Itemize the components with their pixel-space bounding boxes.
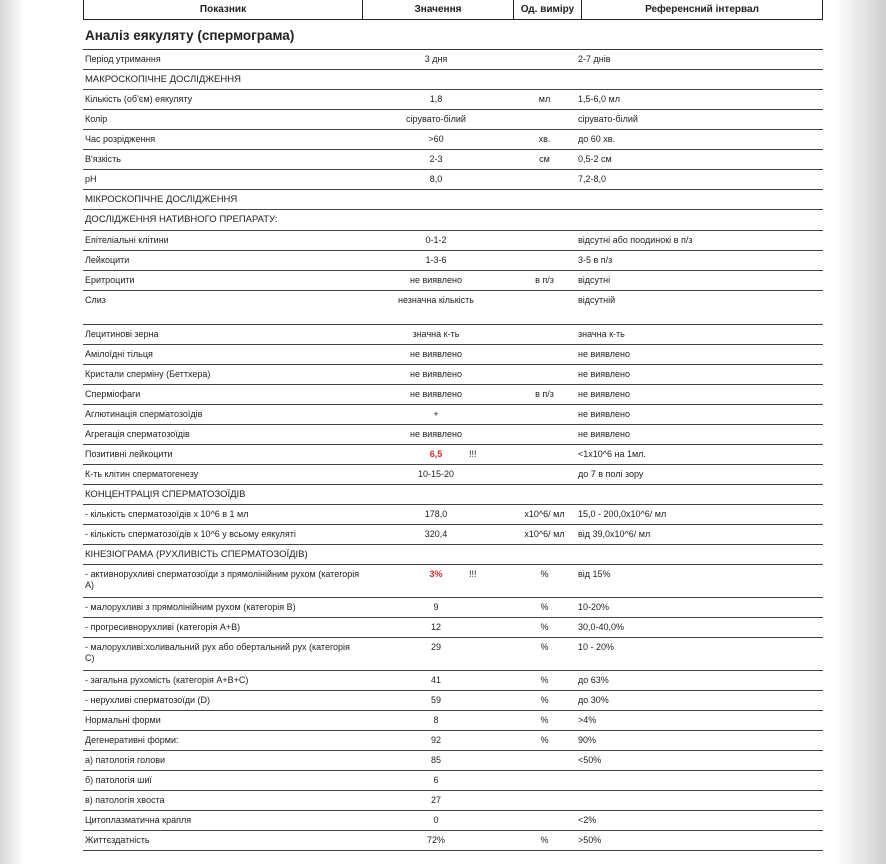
reference-cell: до 63% [578, 675, 609, 685]
result-value: 10-15-20 [417, 469, 455, 479]
page-shadow-right [834, 0, 886, 864]
table-row [83, 170, 823, 190]
result-value: не виявлено [410, 429, 462, 439]
header-value: Значення [363, 0, 514, 19]
table-row [83, 791, 823, 811]
reference-cell: відсутні [578, 275, 611, 285]
parameter-name: Еритроцити [85, 275, 135, 285]
result-value: 27 [430, 795, 441, 805]
reference-cell: 1,5-6,0 мл [578, 94, 620, 104]
header-reference: Референсний інтервал [645, 4, 759, 15]
table-row [83, 50, 823, 70]
value-cell [361, 271, 511, 286]
reference-cell: >4% [578, 715, 597, 725]
result-value: 320,4 [424, 529, 448, 539]
value-cell [361, 231, 511, 246]
result-value: 72% [426, 835, 445, 845]
unit-cell [511, 425, 578, 429]
table-row [83, 325, 823, 345]
section-row [83, 190, 823, 210]
table-row [83, 771, 823, 791]
value-cell [361, 150, 511, 165]
result-value: 3 дня [424, 54, 448, 64]
reference-cell: 0,5-2 см [578, 154, 612, 164]
reference-cell: не виявлено [578, 429, 630, 439]
reference-cell: не виявлено [578, 349, 630, 359]
parameter-name: Час розрідження [85, 134, 156, 144]
report-title: Аналіз еякуляту (спермограма) [83, 20, 823, 50]
value-cell [361, 811, 511, 826]
result-value: не виявлено [410, 389, 462, 399]
result-value: 29 [430, 642, 441, 652]
result-value: сірувато-білий [406, 114, 466, 124]
reference-cell: сірувато-білий [578, 114, 638, 124]
table-row [83, 731, 823, 751]
result-value: 8,0 [429, 174, 443, 184]
parameter-name: Колір [85, 114, 108, 124]
reference-cell: 10-20% [578, 602, 610, 612]
value-cell [361, 638, 511, 653]
value-cell [361, 771, 511, 786]
parameter-name: а) патологія голови [85, 755, 166, 765]
parameter-name: Епітеліальні клітини [85, 235, 169, 245]
value-cell [361, 130, 511, 145]
parameter-name: Нормальні форми [85, 715, 161, 725]
table-row [83, 505, 823, 525]
unit-cell: x10^6/ мл [524, 509, 565, 519]
parameter-name: в) патологія хвоста [85, 795, 165, 805]
parameter-name: - кількість сперматозоїдів х 10^6 в 1 мл [85, 509, 249, 519]
reference-cell: 10 - 20% [578, 642, 615, 652]
parameter-name: - загальна рухомість (категорія А+В+С) [85, 675, 249, 685]
parameter-name: В'язкість [85, 154, 121, 164]
unit-cell: % [540, 715, 549, 725]
section-heading: МАКРОСКОПІЧНЕ ДОСЛІДЖЕННЯ [85, 74, 241, 85]
table-row [83, 130, 823, 150]
reference-cell: від 15% [578, 569, 611, 579]
parameter-name: Кількість (об'єм) еякуляту [85, 94, 193, 104]
unit-cell [511, 170, 578, 174]
unit-cell [511, 465, 578, 469]
reference-cell: <1x10^6 на 1мл. [578, 449, 646, 459]
result-value: 12 [430, 622, 441, 632]
parameter-name: Аглютинація сперматозоїдів [85, 409, 203, 419]
unit-cell: % [540, 735, 549, 745]
result-value: не виявлено [410, 369, 462, 379]
result-value: + [433, 409, 439, 419]
value-cell [361, 170, 511, 185]
unit-cell: % [540, 835, 549, 845]
table-row [83, 90, 823, 110]
parameter-name: - малорухливі з прямолінійним рухом (категорія В) [85, 602, 296, 612]
unit-cell: хв. [538, 134, 551, 144]
value-cell [361, 505, 511, 520]
parameter-name: - кількість сперматозоїдів х 10^6 у всьому еякуляті [85, 529, 296, 539]
table-row [83, 638, 823, 671]
table-row [83, 291, 823, 325]
parameter-name: - прогресивнорухливі (категорія А+В) [85, 622, 241, 632]
parameter-name: Лейкоцити [85, 255, 130, 265]
reference-cell: відсутній [578, 295, 616, 305]
result-value: >60 [428, 134, 444, 144]
value-cell [361, 831, 511, 846]
table-row [83, 110, 823, 130]
unit-cell: % [540, 642, 549, 652]
section-heading: ДОСЛІДЖЕННЯ НАТИВНОГО ПРЕПАРАТУ: [85, 214, 278, 225]
result-value: 2-3 [429, 154, 443, 164]
unit-cell [511, 325, 578, 329]
unit-cell [511, 251, 578, 255]
value-cell [361, 671, 511, 686]
table-row [83, 445, 823, 465]
results-table [83, 50, 823, 851]
value-cell [361, 465, 511, 480]
table-row [83, 831, 823, 851]
lab-report [83, 0, 823, 851]
parameter-name: Період утримання [85, 54, 161, 64]
section-row [83, 545, 823, 565]
table-row [83, 345, 823, 365]
parameter-name: Амілоїдні тільця [85, 349, 153, 359]
reference-cell: не виявлено [578, 409, 630, 419]
reference-cell: 3-5 в п/з [578, 255, 613, 265]
value-cell [361, 50, 511, 65]
page-shadow-left [0, 0, 24, 864]
reference-cell [578, 771, 823, 775]
unit-cell: в п/з [535, 389, 554, 399]
result-value: значна к-ть [412, 329, 460, 339]
abnormal-flag: !!! [469, 449, 477, 459]
table-row [83, 691, 823, 711]
result-value: 178,0 [424, 509, 448, 519]
reference-cell: не виявлено [578, 389, 630, 399]
value-cell [361, 325, 511, 340]
section-heading: КІНЕЗІОГРАМА (РУХЛИВІСТЬ СПЕРМАТОЗОЇДІВ) [85, 549, 308, 560]
value-cell [361, 110, 511, 125]
unit-cell: % [540, 602, 549, 612]
reference-cell: <50% [578, 755, 602, 765]
result-value: 0 [433, 815, 439, 825]
parameter-name: б) патологія шиї [85, 775, 152, 785]
unit-cell [511, 791, 578, 795]
section-heading: МІКРОСКОПІЧНЕ ДОСЛІДЖЕННЯ [85, 194, 238, 205]
table-row [83, 565, 823, 598]
unit-cell [511, 811, 578, 815]
value-cell [361, 251, 511, 266]
parameter-name: Лецитинові зерна [85, 329, 159, 339]
value-cell [361, 425, 511, 440]
table-row [83, 465, 823, 485]
parameter-name: pH [85, 174, 97, 184]
table-row [83, 365, 823, 385]
header-unit: Од. виміру [514, 0, 582, 19]
value-cell [361, 525, 511, 540]
value-cell [361, 598, 511, 613]
table-row [83, 751, 823, 771]
reference-cell: до 7 в полі зору [578, 469, 644, 479]
table-header [83, 0, 823, 20]
unit-cell: см [539, 154, 550, 164]
abnormal-flag: !!! [469, 569, 477, 579]
reference-cell [578, 791, 823, 795]
table-row [83, 405, 823, 425]
result-value: незначна кількість [398, 295, 474, 305]
reference-cell: відсутні або поодинокі в п/з [578, 235, 693, 245]
result-value: не виявлено [410, 349, 462, 359]
reference-cell: від 39,0x10^6/ мл [578, 529, 651, 539]
reference-cell: 90% [578, 735, 597, 745]
parameter-name: К-ть клітин сперматогенезу [85, 469, 199, 479]
parameter-name: Дегенеративні форми: [85, 735, 179, 745]
value-cell [361, 731, 511, 746]
table-row [83, 251, 823, 271]
result-value: 1,8 [429, 94, 443, 104]
reference-cell: 2-7 днів [578, 54, 611, 64]
unit-cell [511, 751, 578, 755]
section-row [83, 70, 823, 90]
value-cell [361, 445, 511, 460]
value-cell [361, 405, 511, 420]
result-value: 41 [430, 675, 441, 685]
header-parameter: Показник [84, 0, 363, 19]
unit-cell [511, 365, 578, 369]
unit-cell: % [540, 569, 549, 579]
unit-cell [511, 291, 578, 295]
unit-cell [511, 771, 578, 775]
unit-cell: % [540, 622, 549, 632]
parameter-name: Життєздатність [85, 835, 150, 845]
unit-cell [511, 50, 578, 54]
value-cell [361, 691, 511, 706]
table-row [83, 150, 823, 170]
unit-cell: x10^6/ мл [524, 529, 565, 539]
result-value: 1-3-6 [425, 255, 447, 265]
result-value: 85 [430, 755, 441, 765]
unit-cell [511, 110, 578, 114]
section-row [83, 210, 823, 231]
value-cell [361, 365, 511, 380]
parameter-name: Позитивні лейкоцити [85, 449, 173, 459]
reference-cell: значна к-ть [578, 329, 625, 339]
reference-cell: 15,0 - 200,0x10^6/ мл [578, 509, 667, 519]
table-row [83, 425, 823, 445]
table-row [83, 271, 823, 291]
unit-cell: мл [538, 94, 551, 104]
parameter-name: Агрегація сперматозоїдів [85, 429, 190, 439]
value-cell [361, 751, 511, 766]
table-row [83, 671, 823, 691]
parameter-name: Сперміофаги [85, 389, 141, 399]
reference-cell: 7,2-8,0 [578, 174, 607, 184]
result-value: 0-1-2 [425, 235, 447, 245]
value-cell [361, 711, 511, 726]
result-value: 92 [430, 735, 441, 745]
value-cell [361, 90, 511, 105]
unit-cell: % [540, 675, 549, 685]
value-cell [361, 385, 511, 400]
section-row [83, 485, 823, 505]
unit-cell [511, 345, 578, 349]
value-cell [361, 565, 511, 580]
unit-cell: % [540, 695, 549, 705]
parameter-name: - нерухливі сперматозоїди (D) [85, 695, 211, 705]
unit-cell [511, 405, 578, 409]
table-row [83, 385, 823, 405]
reference-cell: не виявлено [578, 369, 630, 379]
table-row [83, 711, 823, 731]
value-cell [361, 791, 511, 806]
parameter-name: - малорухливі:холивальний рух або обертальний рух (категорія С) [85, 642, 350, 663]
reference-cell: 30,0-40,0% [578, 622, 625, 632]
unit-cell [511, 445, 578, 449]
abnormal-value: 3% [429, 569, 443, 579]
value-cell [361, 291, 511, 306]
parameter-name: - активнорухливі сперматозоїди з прямолінійним рухом (категорія А) [85, 569, 360, 590]
reference-cell: >50% [578, 835, 602, 845]
value-cell [361, 618, 511, 633]
abnormal-value: 6,5 [429, 449, 443, 459]
result-value: не виявлено [410, 275, 462, 285]
value-cell [361, 345, 511, 360]
parameter-name: Кристали сперміну (Беттхера) [85, 369, 211, 379]
section-heading: КОНЦЕНТРАЦІЯ СПЕРМАТОЗОЇДІВ [85, 489, 246, 500]
reference-cell: до 60 хв. [578, 134, 616, 144]
table-row [83, 231, 823, 251]
table-row [83, 598, 823, 618]
unit-cell [511, 231, 578, 235]
parameter-name: Слиз [85, 295, 106, 305]
table-row [83, 811, 823, 831]
reference-cell: <2% [578, 815, 597, 825]
table-row [83, 525, 823, 545]
parameter-name: Цитоплазматична крапля [85, 815, 192, 825]
result-value: 59 [430, 695, 441, 705]
result-value: 8 [433, 715, 439, 725]
unit-cell: в п/з [535, 275, 554, 285]
result-value: 9 [433, 602, 439, 612]
table-row [83, 618, 823, 638]
reference-cell: до 30% [578, 695, 609, 705]
result-value: 6 [433, 775, 439, 785]
